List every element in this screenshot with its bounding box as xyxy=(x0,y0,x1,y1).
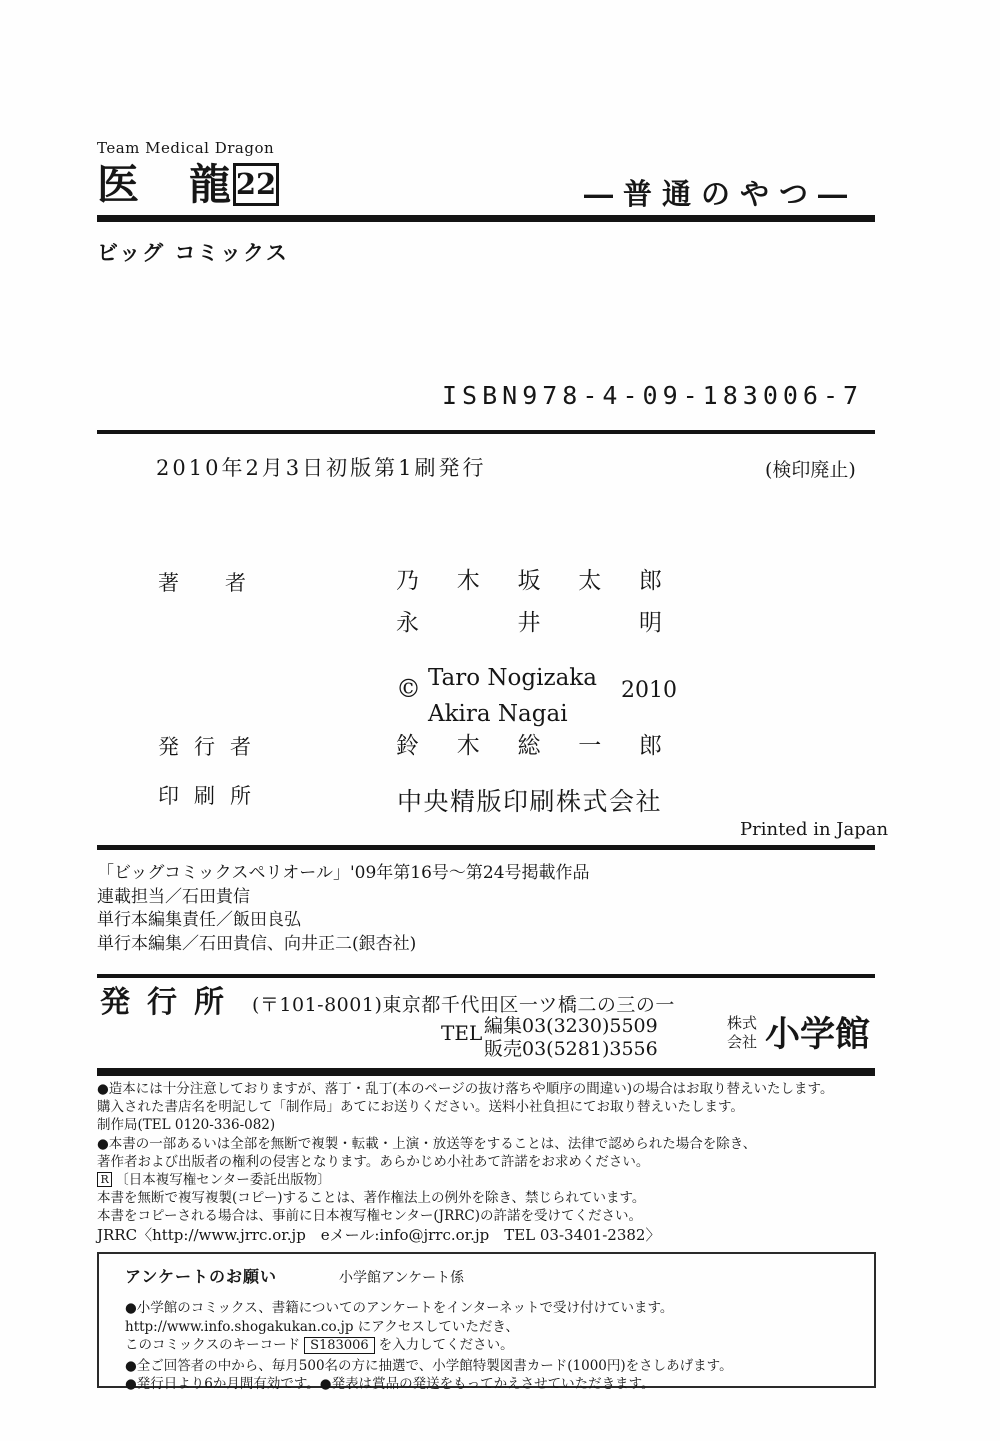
seal-abolition-note: (検印廃止) xyxy=(765,459,856,481)
office-rule-bottom xyxy=(97,1068,875,1076)
publisher-label: 発 行 者 xyxy=(158,735,251,759)
legal-reproduction-notice-2: 著作者および出版者の権利の侵害となります。あらかじめ小社あて許諾をお求めください。 xyxy=(97,1153,650,1170)
author-name-1: 乃 木 坂 太 郎 xyxy=(396,568,662,594)
keycode-box: S183006 xyxy=(304,1337,375,1354)
office-label: 発 行 所 xyxy=(100,985,224,1020)
copyright-symbol: © xyxy=(396,674,421,703)
keycode-pre-text: このコミックスのキーコード xyxy=(125,1337,301,1353)
survey-intro: ●小学館のコミックス、書籍についてのアンケートをインターネットで受け付けています。 xyxy=(125,1300,674,1316)
volume-subtitle: ―普通のやつ― xyxy=(584,177,858,211)
company-type-top: 株式 xyxy=(727,1014,758,1032)
office-rule-top xyxy=(97,974,875,978)
author-name-2: 永 井 明 xyxy=(396,610,662,636)
survey-prize-notice: ●全ご回答者の中から、毎月500名の方に抽選で、小学館特製図書カード(1000円)をさしあげます。 xyxy=(125,1358,733,1374)
survey-heading: アンケートのお願い xyxy=(125,1267,278,1286)
header-rule xyxy=(97,215,875,222)
copyright-block xyxy=(396,660,677,732)
copyright-name-1: Taro Nogizaka xyxy=(428,665,597,691)
legal-copy-permission: 本書をコピーされる場合は、事前に日本複写権センター(JRRC)の許諾を受けてください。 xyxy=(97,1208,643,1225)
book-title-row xyxy=(97,159,279,209)
legal-replacement-notice: 購入された書店名を明記して「制作局」あてにお送りください。送料小社負担にてお取り替えいたします。 xyxy=(97,1099,744,1116)
registered-mark-box: R xyxy=(97,1172,112,1187)
survey-department: 小学館アンケート係 xyxy=(339,1270,465,1286)
printed-in-japan: Printed in Japan xyxy=(740,819,889,840)
copyright-year: 2010 xyxy=(620,678,677,703)
imprint-label: ビッグ コミックス xyxy=(97,241,289,265)
credits-rule xyxy=(97,845,875,850)
serial-editor: 連載担当／石田貴信 xyxy=(97,886,250,907)
isbn-rule xyxy=(97,430,875,434)
serialization-info xyxy=(97,862,590,956)
publisher-name: 鈴 木 総 一 郎 xyxy=(396,733,662,759)
copyright-names xyxy=(428,660,597,732)
serialization-source: 「ビッグコミックスペリオール」'09年第16号～第24号掲載作品 xyxy=(97,863,590,883)
volume-number-box xyxy=(233,163,279,206)
book-title: 医 龍 xyxy=(97,159,231,209)
jrrc-contact: JRRC〈http://www.jrrc.or.jp eメール:info@jrrc.or.jp TEL 03-3401-2382〉 xyxy=(97,1225,661,1244)
legal-copy-prohibition: 本書を無断で複写複製(コピー)することは、著作権法上の例外を除き、禁じられています。 xyxy=(97,1190,646,1207)
legal-jrrc-designation xyxy=(97,1171,833,1189)
office-address: (〒101-8001)東京都千代田区一ツ橋二の三の一 xyxy=(252,994,675,1016)
survey-validity-notice: ●発行日より6か月間有効です。●発表は賞品の発送をもってかえさせていただきます。 xyxy=(125,1376,655,1392)
volume-number: 22 xyxy=(235,167,277,201)
printer-name: 中央精版印刷株式会社 xyxy=(397,787,663,816)
volume-editors: 単行本編集／石田貴信、向井正二(銀杏社) xyxy=(97,933,417,954)
company-name: 小学館 xyxy=(765,1015,871,1055)
company-type-stack xyxy=(727,1014,757,1052)
keycode-post-text: を入力してください。 xyxy=(378,1337,514,1353)
series-title-english: Team Medical Dragon xyxy=(97,139,275,157)
tel-editorial: 編集03(3230)5509 xyxy=(484,1015,658,1037)
survey-url: http://www.info.shogakukan.co.jp にアクセスしていただき、 xyxy=(125,1319,519,1335)
legal-notices xyxy=(97,1080,833,1244)
jrrc-designation-text: 〔日本複写権センター委託出版物〕 xyxy=(115,1172,331,1189)
legal-binding-notice: ●造本には十分注意しておりますが、落丁・乱丁(本のページの抜け落ちや順序の間違い)の場合はお取り替えいたします。 xyxy=(97,1081,834,1097)
edition-date: 2010年2月3日初版第1刷発行 xyxy=(156,456,487,480)
tel-sales: 販売03(5281)3556 xyxy=(484,1038,658,1060)
isbn-number: ISBN978-4-09-183006-7 xyxy=(442,381,864,410)
legal-reproduction-notice-1: ●本書の一部あるいは全部を無断で複製・転載・上演・放送等をすることは、法律で認められた場合を除き、 xyxy=(97,1135,757,1152)
tel-label: TEL xyxy=(441,1021,483,1045)
survey-box xyxy=(97,1252,876,1392)
author-label: 著 者 xyxy=(158,571,246,595)
copyright-name-2: Akira Nagai xyxy=(428,701,568,727)
volume-chief-editor: 単行本編集責任／飯田良弘 xyxy=(97,910,301,930)
printer-label: 印 刷 所 xyxy=(158,784,251,808)
survey-keycode-line xyxy=(125,1333,514,1354)
legal-production-tel: 制作局(TEL 0120-336-082) xyxy=(97,1117,276,1134)
company-type-bottom: 会社 xyxy=(727,1033,758,1051)
